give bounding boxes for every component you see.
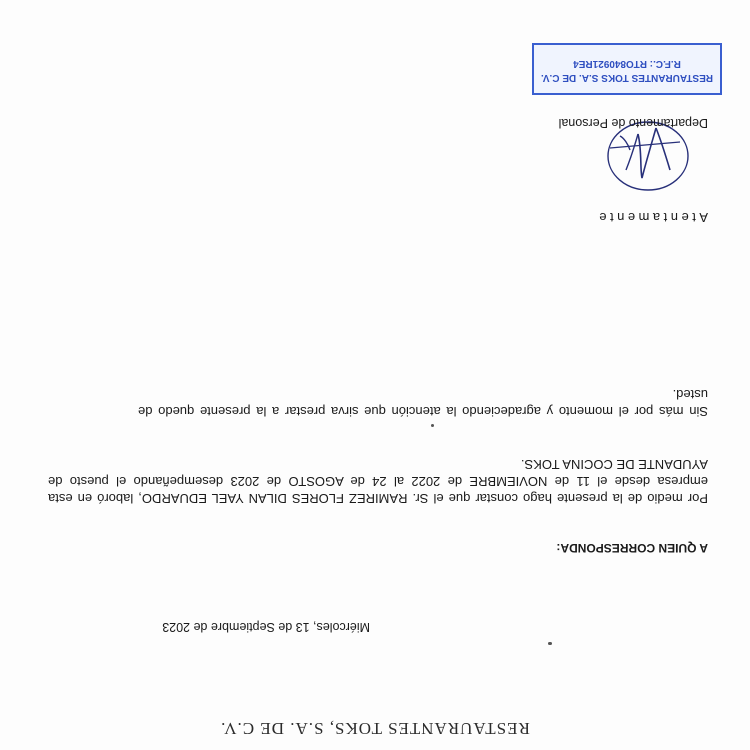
department-name: Departamento de Personal: [558, 116, 708, 130]
ink-speck: [431, 424, 434, 427]
company-letterhead: RESTAURANTES TOKS, S.A. DE C.V.: [220, 719, 530, 738]
letter-body-paragraph-1: Por medio de la presente hago constar que el Sr. RAMIREZ FLORES DILAN YAEL EDUARDO, laboró en esta empresa desde el 11 de NOVIEMBRE de 2022 al 24 de AGOSTO de 2023 desempeñando el puesto de AYUDANTE DE COCINA TOKS.: [48, 457, 708, 506]
company-stamp: [532, 43, 722, 95]
letter-body-paragraph-2: Sin más por el momento y agradeciendo la atención que sirva prestar a la presente quedo de usted.: [138, 387, 708, 419]
stamp-line-1: RESTAURANTES TOKS S.A. DE C.V.: [540, 72, 714, 83]
ink-speck: [548, 642, 552, 645]
letter-closing: Atentamente: [595, 210, 708, 225]
letter-date: Miércoles, 13 de Septiembre de 2023: [162, 620, 370, 634]
stamp-line-2: R.F.C.: RTO840921RE4: [573, 58, 681, 69]
letter-greeting: A QUIEN CORRESPONDA:: [556, 541, 708, 555]
